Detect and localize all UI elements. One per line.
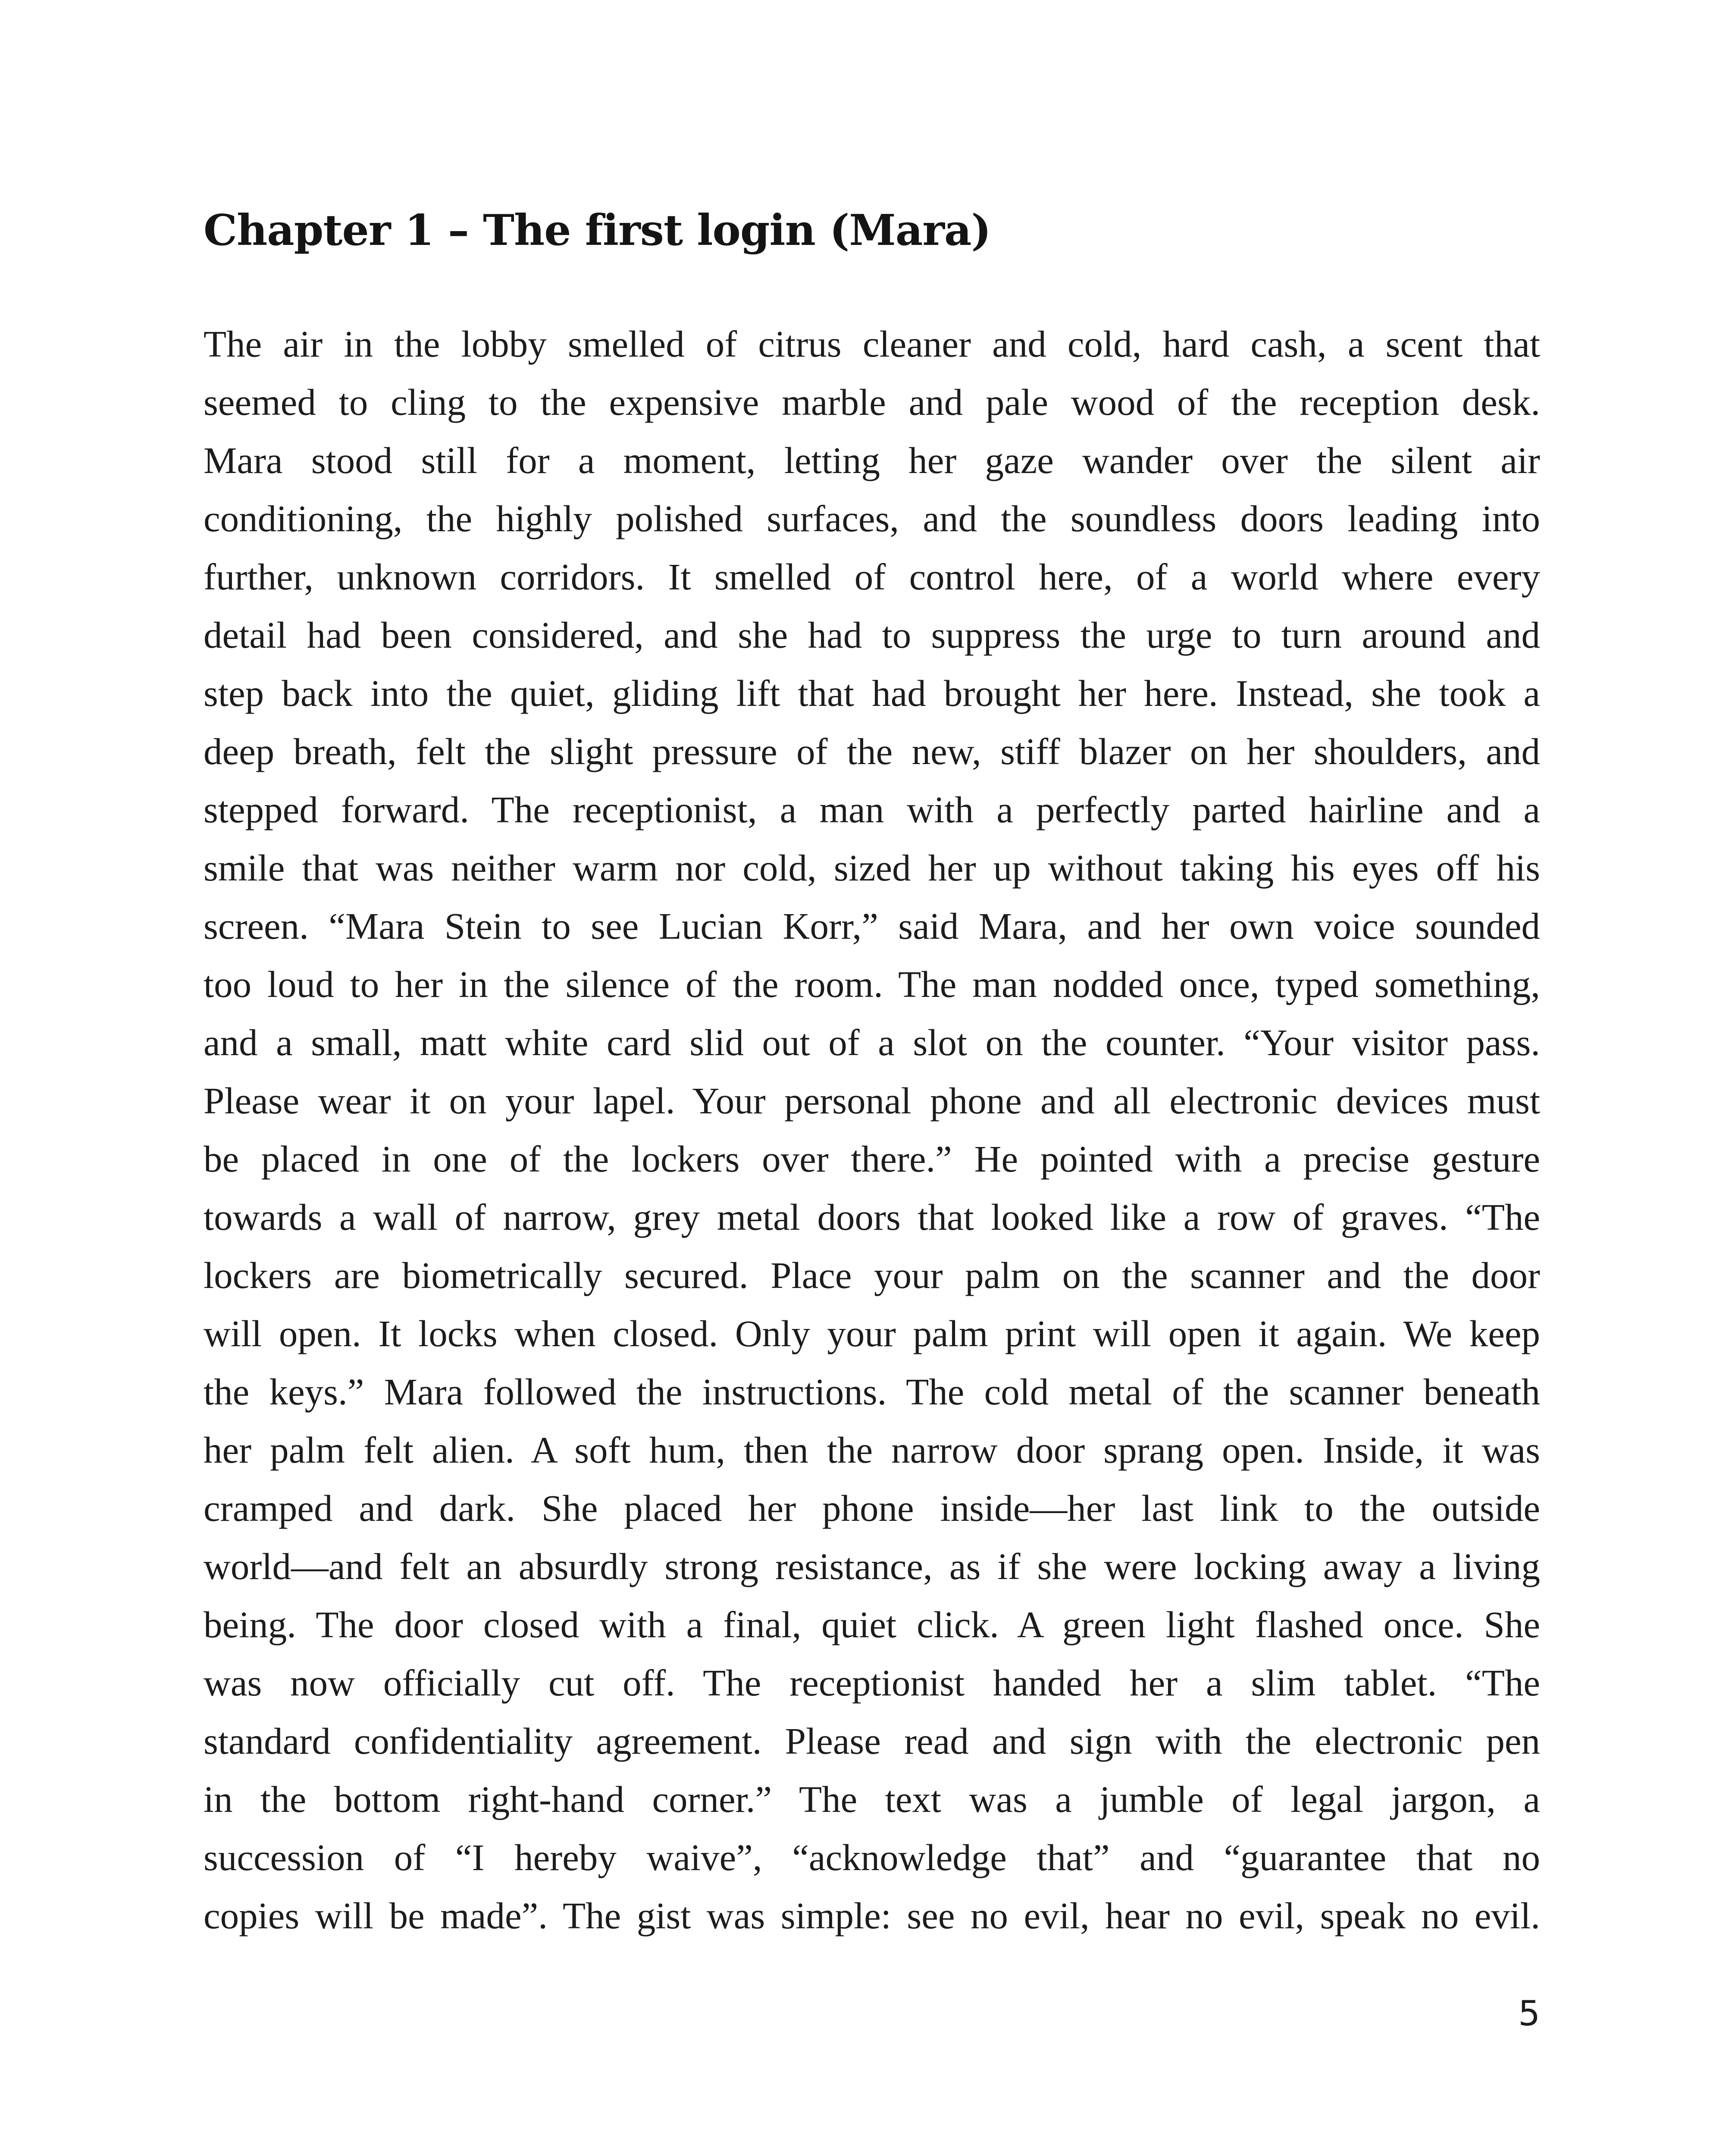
text-line: be placed in one of the lockers over there.” He pointed with a precise gesture [204, 1138, 1540, 1180]
text-line: cramped and dark. She placed her phone inside—her last link to the outside [204, 1487, 1540, 1529]
text-line: conditioning, the highly polished surfaces, and the soundless doors leading into [204, 498, 1540, 539]
text-line: and a small, matt white card slid out of a slot on the counter. “Your visitor pass. [204, 1022, 1540, 1063]
text-line: step back into the quiet, gliding lift that had brought her here. Instead, she took a [204, 672, 1540, 714]
text-line: her palm felt alien. A soft hum, then the narrow door sprang open. Inside, it was [204, 1429, 1540, 1471]
chapter-title: Chapter 1 – The first login (Mara) [204, 206, 991, 255]
body-paragraph [204, 315, 1540, 1945]
text-line: was now officially cut off. The receptionist handed her a slim tablet. “The [204, 1662, 1540, 1704]
text-line: Mara stood still for a moment, letting her gaze wander over the silent air [204, 439, 1540, 481]
text-line: seemed to cling to the expensive marble and pale wood of the reception desk. [204, 381, 1540, 423]
text-line: succession of “I hereby waive”, “acknowledge that” and “guarantee that no [204, 1836, 1540, 1878]
text-line: too loud to her in the silence of the room. The man nodded once, typed something, [204, 963, 1540, 1005]
text-line: further, unknown corridors. It smelled of control here, of a world where every [204, 556, 1540, 598]
text-line: in the bottom right-hand corner.” The text was a jumble of legal jargon, a [204, 1778, 1540, 1820]
text-line: screen. “Mara Stein to see Lucian Korr,” said Mara, and her own voice sounded [204, 905, 1540, 947]
text-line: towards a wall of narrow, grey metal doors that looked like a row of graves. “The [204, 1196, 1540, 1238]
text-line: The air in the lobby smelled of citrus cleaner and cold, hard cash, a scent that [204, 323, 1540, 365]
text-line: will open. It locks when closed. Only your palm print will open it again. We keep [204, 1313, 1540, 1354]
page-number: 5 [1518, 1993, 1540, 2034]
text-line: stepped forward. The receptionist, a man with a perfectly parted hairline and a [204, 789, 1540, 830]
text-line: the keys.” Mara followed the instructions. The cold metal of the scanner beneath [204, 1371, 1540, 1413]
text-line: detail had been considered, and she had to suppress the urge to turn around and [204, 614, 1540, 656]
text-line: world—and felt an absurdly strong resistance, as if she were locking away a living [204, 1545, 1540, 1587]
text-line: standard confidentiality agreement. Please read and sign with the electronic pen [204, 1720, 1540, 1762]
text-line: being. The door closed with a final, quiet click. A green light flashed once. She [204, 1604, 1540, 1645]
text-line: Please wear it on your lapel. Your personal phone and all electronic devices must [204, 1080, 1540, 1122]
text-line: lockers are biometrically secured. Place your palm on the scanner and the door [204, 1254, 1540, 1296]
text-line: copies will be made”. The gist was simple: see no evil, hear no evil, speak no evil. [204, 1895, 1540, 1937]
text-line: deep breath, felt the slight pressure of the new, stiff blazer on her shoulders, and [204, 730, 1540, 772]
text-line: smile that was neither warm nor cold, sized her up without taking his eyes off his [204, 847, 1540, 889]
